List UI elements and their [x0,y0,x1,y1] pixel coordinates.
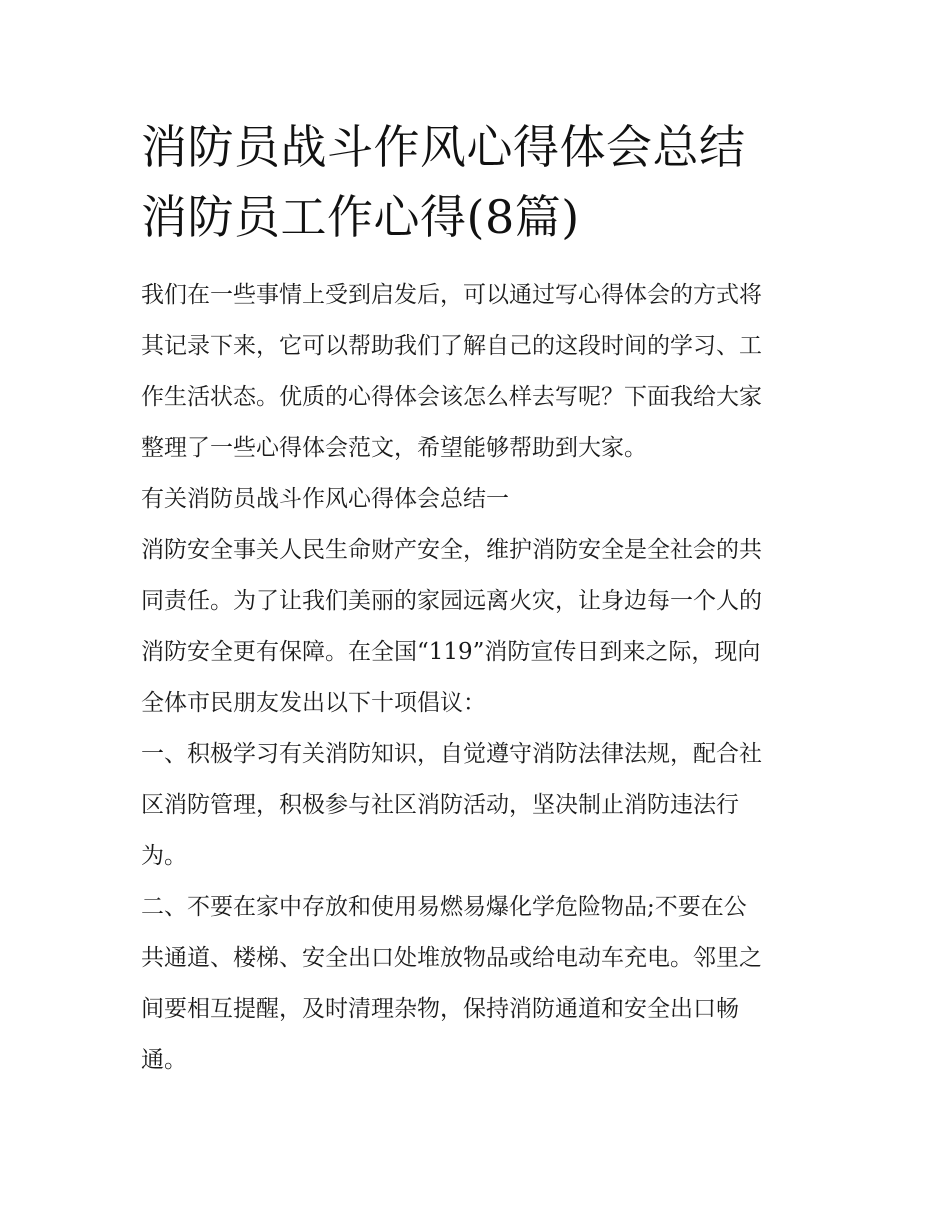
intro-paragraph [141,270,813,474]
text-line: 间要相互提醒，及时清理杂物，保持消防通道和安全出口畅 [141,996,739,1022]
text-line: 区消防管理，积极参与社区消防活动，坚决制止消防违法行 [141,792,739,818]
text-line: 通。 [141,1047,187,1073]
text-line: 其记录下来，它可以帮助我们了解自己的这段时间的学习、工 [141,333,762,359]
document-body [141,270,813,1086]
title-line: 消防员工作心得(8篇) [141,190,580,244]
text-line: 共通道、楼梯、安全出口处堆放物品或给电动车充电。邻里之 [141,945,762,971]
text-line: 消防安全更有保障。在全国“119”消防宣传日到来之际，现向 [141,639,761,665]
body-paragraph [141,525,813,729]
text-line: 一、积极学习有关消防知识，自觉遵守消防法律法规，配合社 [141,741,762,767]
proposal-item-2 [141,882,813,1086]
text-line: 为。 [141,843,187,869]
section-heading [141,474,813,525]
text-line: 同责任。为了让我们美丽的家园远离火灾，让身边每一个人的 [141,588,762,614]
text-line: 我们在一些事情上受到启发后，可以通过写心得体会的方式将 [141,282,762,308]
document-title [141,112,813,252]
document-page [141,112,813,1086]
text-line: 有关消防员战斗作风心得体会总结一 [141,486,509,512]
text-line: 消防安全事关人民生命财产安全，维护消防安全是全社会的共 [141,537,762,563]
text-line: 全体市民朋友发出以下十项倡议： [141,690,486,716]
text-line: 二、不要在家中存放和使用易燃易爆化学危险物品;不要在公 [141,894,747,920]
text-line: 作生活状态。优质的心得体会该怎么样去写呢？下面我给大家 [141,384,762,410]
proposal-item-1 [141,729,813,882]
text-line: 整理了一些心得体会范文，希望能够帮助到大家。 [141,435,647,461]
title-line: 消防员战斗作风心得体会总结 [141,120,746,174]
